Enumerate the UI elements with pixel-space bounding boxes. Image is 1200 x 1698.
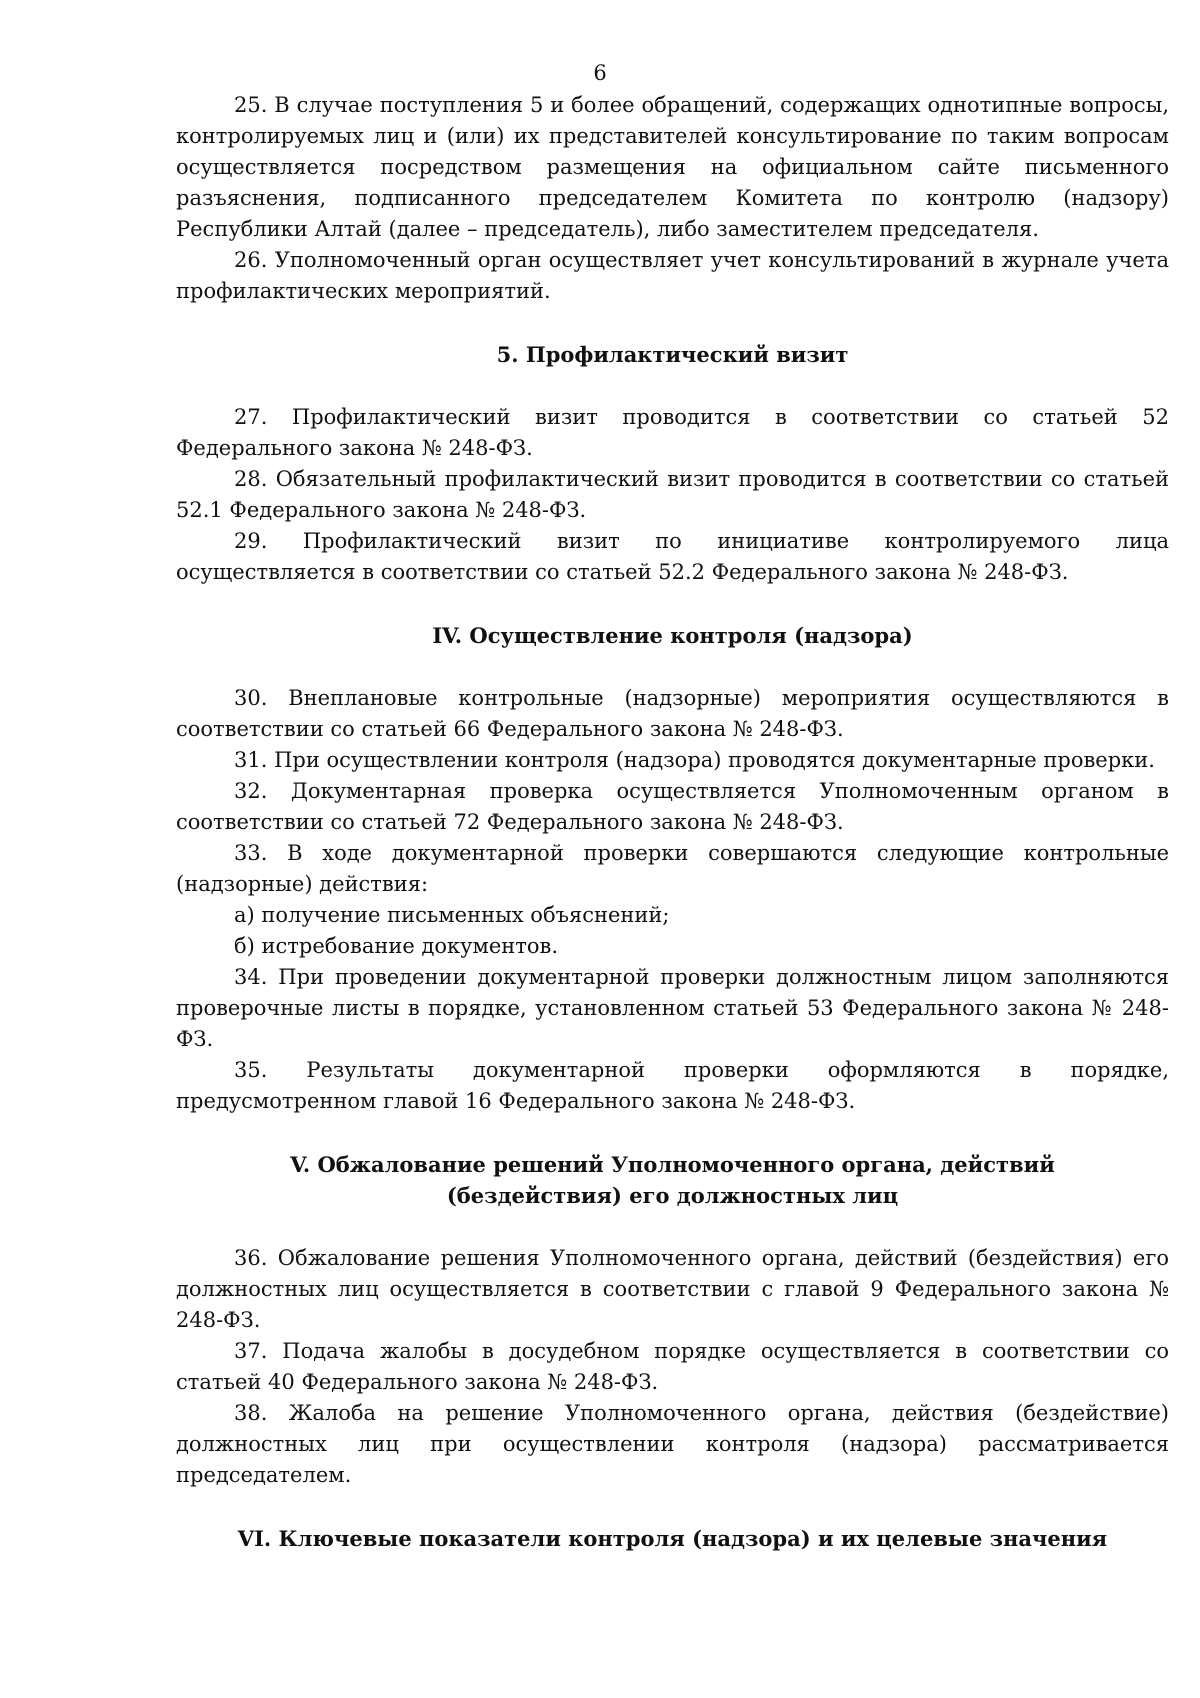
paragraph-31: 31. При осуществлении контроля (надзора) проводятся документарные проверки. [234,748,1155,772]
paragraph-36: 36. Обжалование решения Уполномоченного органа, действий (бездействия) его должностных лиц осуществляется в соответствии с главой 9 Федерального закона № 248-ФЗ. [176,1246,1169,1332]
paragraph-26: 26. Уполномоченный орган осуществляет учет консультирований в журнале учета профилактических мероприятий. [176,248,1169,303]
section-heading-key-indicators: VI. Ключевые показатели контроля (надзора) и их целевые значения [237,1526,1108,1551]
document-body [176,90,1169,1554]
paragraph-37: 37. Подача жалобы в досудебном порядке осуществляется в соответствии со статьей 40 Федерального закона № 248-ФЗ. [176,1339,1169,1394]
paragraph-27: 27. Профилактический визит проводится в соответствии со статьей 52 Федерального закона № 248-ФЗ. [176,405,1169,460]
paragraph-28: 28. Обязательный профилактический визит проводится в соответствии со статьей 52.1 Федерального закона № 248-ФЗ. [176,467,1169,522]
paragraph-33: 33. В ходе документарной проверки совершаются следующие контрольные (надзорные) действия: [176,841,1169,896]
page-number: 6 [593,61,607,85]
section-heading-appeals: V. Обжалование решений Уполномоченного органа, действий (бездействия) его должностных лиц [290,1152,1055,1208]
section-heading-preventive-visit: 5. Профилактический визит [496,342,849,367]
list-item-b: б) истребование документов. [234,934,559,958]
paragraph-30: 30. Внеплановые контрольные (надзорные) мероприятия осуществляются в соответствии со статьей 66 Федерального закона № 248-ФЗ. [176,686,1169,741]
paragraph-25: 25. В случае поступления 5 и более обращений, содержащих однотипные вопросы, контролируемых лиц и (или) их представителей консультирование по таким вопросам осуществляется посредством размещения на официальном сайте письменного разъяснения, подписанного председателем Комитета по контролю (надзору) Республики Алтай (далее – председатель), либо заместителем председателя. [176,93,1169,241]
paragraph-29: 29. Профилактический визит по инициативе контролируемого лица осуществляется в соответствии со статьей 52.2 Федерального закона № 248-ФЗ. [176,529,1169,584]
paragraph-32: 32. Документарная проверка осуществляется Уполномоченным органом в соответствии со статьей 72 Федерального закона № 248-ФЗ. [176,779,1169,834]
list-item-a: а) получение письменных объяснений; [234,903,670,927]
paragraph-34: 34. При проведении документарной проверки должностным лицом заполняются проверочные листы в порядке, установленном статьей 53 Федерального закона № 248-ФЗ. [176,965,1169,1051]
paragraph-35: 35. Результаты документарной проверки оформляются в порядке, предусмотренном главой 16 Федерального закона № 248-ФЗ. [176,1058,1169,1113]
section-heading-control-implementation: IV. Осуществление контроля (надзора) [432,623,913,648]
paragraph-38: 38. Жалоба на решение Уполномоченного органа, действия (бездействие) должностных лиц при осуществлении контроля (надзора) рассматривается председателем. [176,1401,1169,1487]
